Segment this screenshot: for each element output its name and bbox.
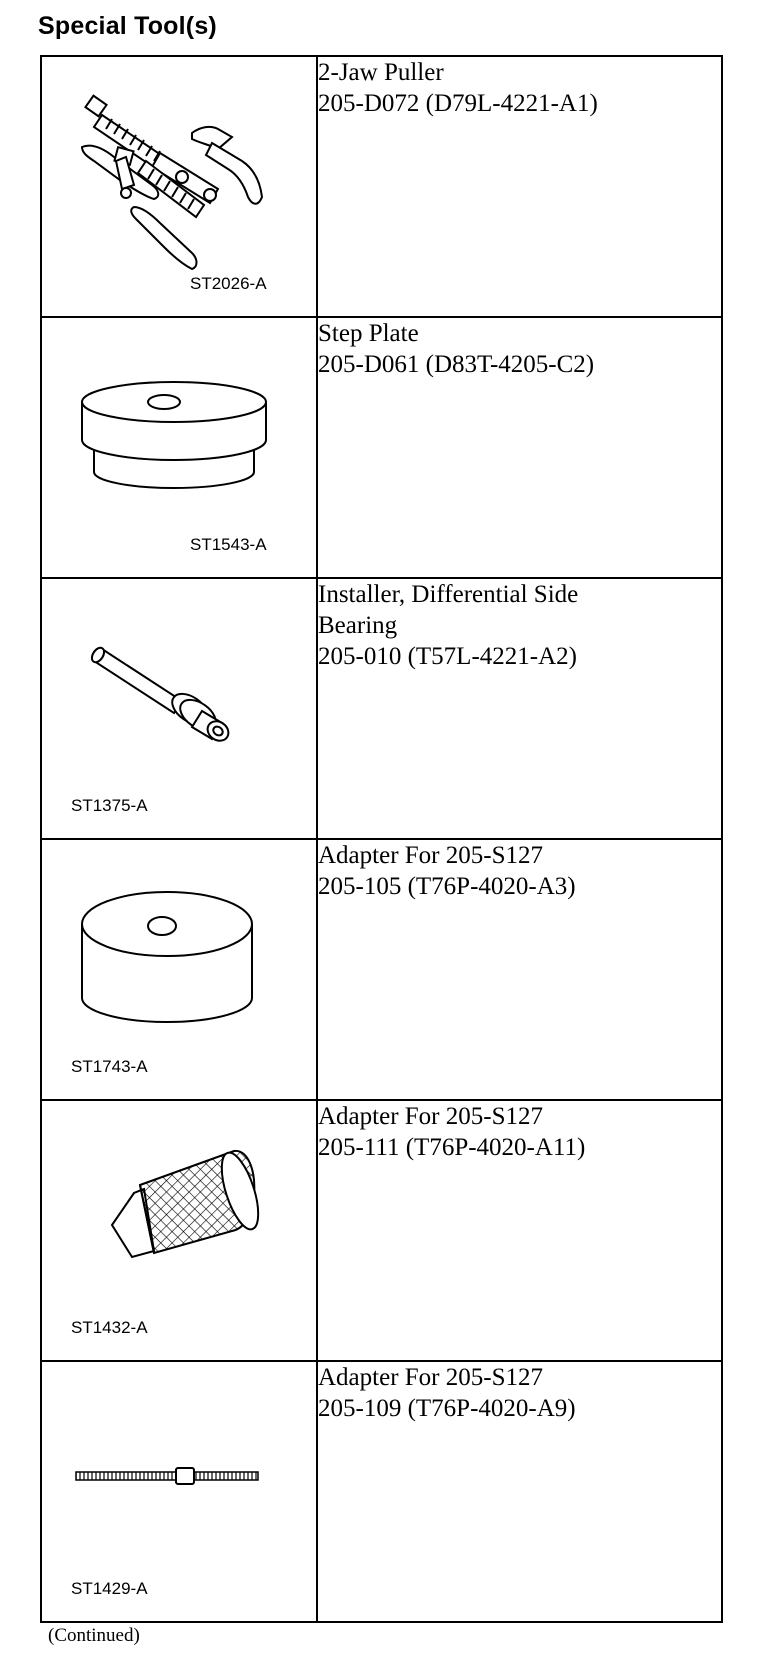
tool-illustration-cell bbox=[41, 317, 317, 578]
table-row bbox=[41, 1361, 722, 1622]
illustration-code: ST1429-A bbox=[71, 1579, 148, 1598]
two-jaw-puller-icon bbox=[42, 57, 316, 316]
tool-illustration-cell bbox=[41, 578, 317, 839]
tool-name: Step Plate bbox=[318, 320, 419, 347]
continued-note: (Continued) bbox=[48, 1625, 140, 1646]
tool-description-cell bbox=[317, 56, 722, 317]
table-row bbox=[41, 56, 722, 317]
illustration-code: ST2026-A bbox=[190, 274, 267, 293]
tool-name: 2-Jaw Puller bbox=[318, 59, 444, 86]
table-row bbox=[41, 578, 722, 839]
tool-number: 205-111 (T76P-4020-A11) bbox=[318, 1134, 586, 1161]
illustration-code: ST1375-A bbox=[71, 796, 148, 815]
tool-illustration-cell bbox=[41, 56, 317, 317]
tool-description-cell bbox=[317, 1100, 722, 1361]
tool-description-cell bbox=[317, 578, 722, 839]
tool-name: Adapter For 205-S127 bbox=[318, 842, 543, 869]
page-title: Special Tool(s) bbox=[38, 12, 217, 40]
special-tools-table bbox=[40, 55, 723, 1623]
tool-number: 205-105 (T76P-4020-A3) bbox=[318, 873, 576, 900]
tool-name: Adapter For 205-S127 bbox=[318, 1364, 543, 1391]
tool-number: 205-010 (T57L-4221-A2) bbox=[318, 643, 577, 670]
tool-illustration-cell bbox=[41, 1100, 317, 1361]
table-row bbox=[41, 1100, 722, 1361]
tool-name: Adapter For 205-S127 bbox=[318, 1103, 543, 1130]
illustration-code: ST1543-A bbox=[190, 535, 267, 554]
tool-name: Installer, Differential Side bbox=[318, 581, 579, 608]
step-plate-icon bbox=[42, 318, 316, 577]
illustration-code: ST1743-A bbox=[71, 1057, 148, 1076]
tool-number: 205-109 (T76P-4020-A9) bbox=[318, 1395, 576, 1422]
table-row bbox=[41, 839, 722, 1100]
table-row bbox=[41, 317, 722, 578]
tool-description-cell bbox=[317, 1361, 722, 1622]
tool-number: 205-D072 (D79L-4221-A1) bbox=[318, 90, 598, 117]
tool-name-continued: Bearing bbox=[318, 612, 398, 639]
tool-description-cell bbox=[317, 839, 722, 1100]
tool-illustration-cell bbox=[41, 1361, 317, 1622]
tool-number: 205-D061 (D83T-4205-C2) bbox=[318, 351, 595, 378]
tool-description-cell bbox=[317, 317, 722, 578]
illustration-code: ST1432-A bbox=[71, 1318, 148, 1337]
tool-illustration-cell bbox=[41, 839, 317, 1100]
